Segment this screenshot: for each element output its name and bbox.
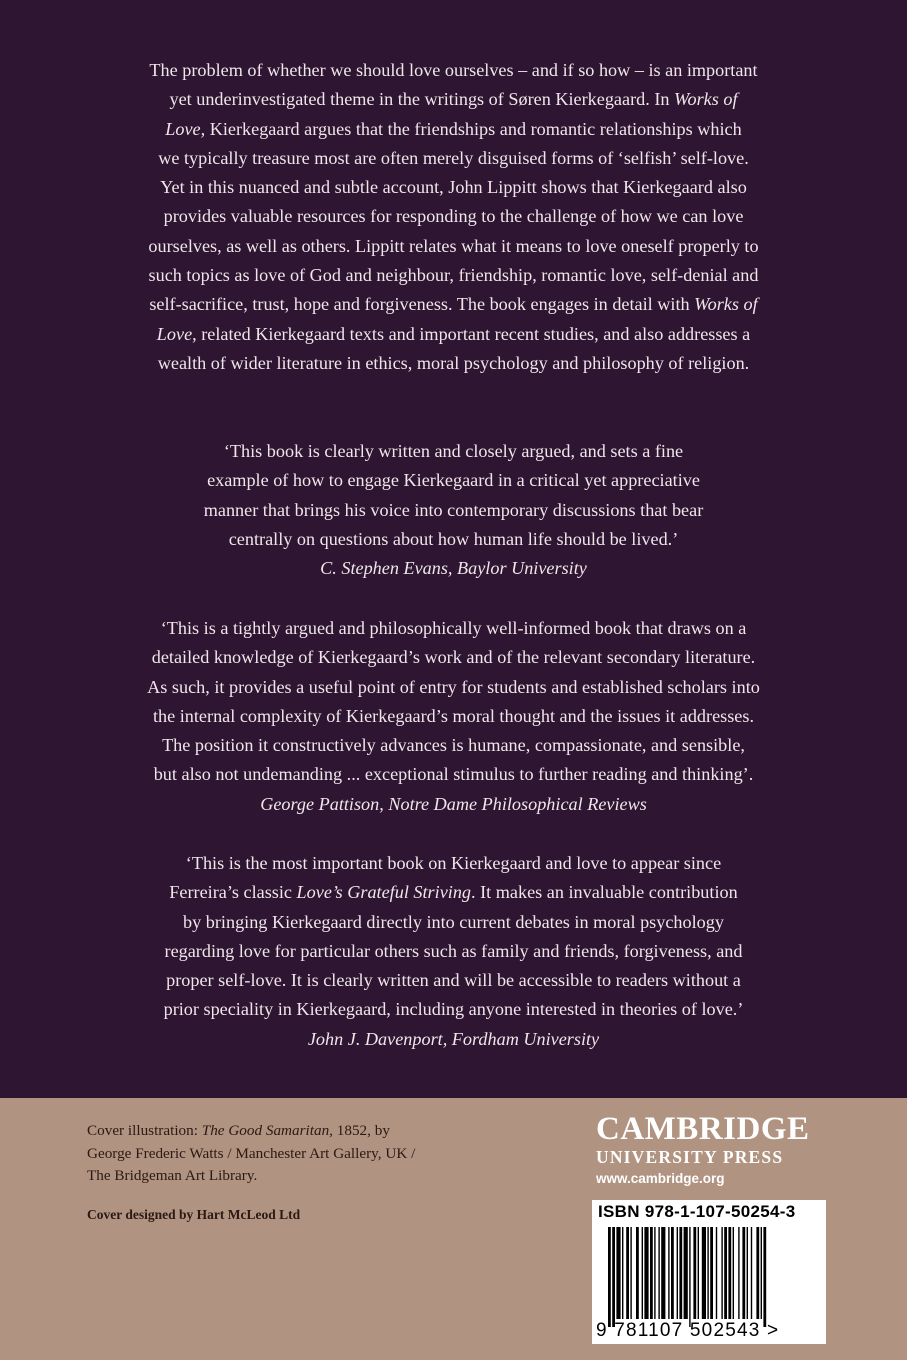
barcode-bar	[642, 1227, 643, 1319]
cover-illustration-credit	[87, 1120, 507, 1188]
barcode-bar	[728, 1227, 731, 1319]
barcode-bar	[684, 1227, 688, 1319]
back-cover-bottom-panel	[0, 1098, 907, 1360]
review-quote-davenport	[100, 849, 807, 1054]
barcode-bar	[724, 1227, 727, 1319]
quote-line: the internal complexity of Kierkegaard’s moral thought and the issues it addresses.	[152, 705, 755, 726]
blurb-line: wealth of wider literature in ethics, moral psychology and philosophy of religion.	[157, 352, 750, 373]
barcode-bar	[747, 1227, 748, 1319]
blurb-line: Love, Kierkegaard argues that the friendships and romantic relationships which	[165, 118, 742, 139]
quote-line: detailed knowledge of Kierkegaard’s work and of the relevant secondary literature.	[151, 647, 756, 668]
credit-line: Cover illustration: The Good Samaritan, 1852, by	[87, 1122, 390, 1139]
barcode-bar	[616, 1227, 620, 1319]
barcode-bar	[742, 1227, 745, 1319]
blurb-line: yet underinvestigated theme in the writings of Søren Kierkegaard. In Works of	[169, 89, 738, 110]
barcode-bar	[636, 1227, 639, 1319]
barcode-bar	[702, 1227, 706, 1319]
blurb-line: Love, related Kierkegaard texts and important recent studies, and also addresses a	[156, 323, 751, 344]
blurb-line: Yet in this nuanced and subtle account, John Lippitt shows that Kierkegaard also	[160, 177, 747, 198]
publisher-name: CAMBRIDGE	[596, 1111, 810, 1147]
quote-line: manner that brings his voice into contemporary discussions that bear	[203, 499, 704, 520]
title-works-of-love: Works of	[674, 89, 738, 110]
publisher-url: www.cambridge.org	[596, 1171, 725, 1186]
barcode-bar	[689, 1227, 690, 1327]
barcode-bar	[654, 1227, 655, 1319]
title-works-of-love: Works of	[694, 294, 758, 315]
blurb-line: provides valuable resources for responding to the challenge of how we can love	[163, 206, 744, 227]
blurb-line: The problem of whether we should love ourselves – and if so how – is an important	[149, 60, 758, 80]
barcode-bar	[668, 1227, 669, 1319]
blurb-line: ourselves, as well as others. Lippitt relates what it means to love oneself properly to	[148, 235, 759, 256]
quote-line: by bringing Kierkegaard directly into current debates in moral psychology	[183, 911, 724, 932]
blurb-line: self-sacrifice, trust, hope and forgiveness. The book engages in detail with Works of	[149, 294, 758, 315]
quote-line: proper self-love. It is clearly written and will be accessible to readers without a	[166, 970, 741, 991]
barcode-bar	[644, 1227, 648, 1319]
barcode-bar	[626, 1227, 629, 1319]
barcode-bar	[608, 1227, 611, 1327]
barcode-bar	[693, 1227, 696, 1319]
quote-line: ‘This is a tightly argued and philosophically well-informed book that draws on a	[160, 618, 747, 638]
barcode-bar	[716, 1227, 717, 1319]
barcode-bar	[679, 1227, 682, 1319]
barcode-bar	[650, 1227, 653, 1319]
quote-attribution: George Pattison, Notre Dame Philosophical Reviews	[260, 793, 647, 814]
credit-line: George Frederic Watts / Manchester Art Gallery, UK /	[87, 1144, 416, 1162]
quote-line: centrally on questions about how human life should be lived.’	[228, 528, 679, 549]
barcode-bar	[733, 1227, 734, 1319]
barcode-bar	[622, 1227, 623, 1319]
quote-attribution: C. Stephen Evans, Baylor University	[320, 558, 587, 579]
barcode-bar	[707, 1227, 708, 1319]
barcode-bar	[761, 1227, 762, 1319]
barcode-bar	[612, 1227, 615, 1327]
quote-line: ‘This is the most important book on Kierkegaard and love to appear since	[185, 853, 722, 873]
publisher-subtitle: UNIVERSITY PRESS	[596, 1147, 784, 1167]
review-quote-pattison	[100, 614, 807, 819]
cover-designer-credit: Cover designed by Hart McLeod Ltd	[87, 1207, 301, 1222]
quote-line: As such, it provides a useful point of entry for students and established scholars into	[147, 676, 760, 697]
review-quote-evans	[150, 437, 757, 583]
title-good-samaritan: The Good Samaritan	[201, 1122, 330, 1139]
barcode-bar	[658, 1227, 659, 1319]
barcode-bar	[756, 1227, 759, 1319]
quote-line: regarding love for particular others such as family and friends, forgiveness, and	[164, 940, 743, 961]
barcode-bar	[661, 1227, 665, 1319]
quote-attribution: John J. Davenport, Fordham University	[307, 1028, 600, 1049]
quote-line: ‘This book is clearly written and closely argued, and sets a fine	[223, 441, 684, 461]
barcode-bar	[738, 1227, 739, 1319]
barcode-bar	[698, 1227, 699, 1319]
barcode-bar	[721, 1227, 722, 1319]
title-loves-grateful-striving: Love’s Grateful Striving	[296, 882, 472, 903]
barcode-bar	[671, 1227, 674, 1319]
barcode-bar	[710, 1227, 713, 1319]
credit-line: The Bridgeman Art Library.	[87, 1167, 258, 1184]
quote-line: The position it constructively advances is humane, compassionate, and sensible,	[162, 735, 745, 756]
title-works-of-love: Love	[156, 323, 193, 344]
quote-line: but also not undemanding ... exceptional stimulus to further reading and thinking’.	[153, 764, 754, 785]
quote-line: prior speciality in Kierkegaard, including anyone interested in theories of love.’	[163, 999, 744, 1020]
isbn-label: ISBN 978-1-107-50254-3	[598, 1202, 796, 1221]
barcode-bar	[763, 1227, 766, 1327]
barcode-bar	[630, 1227, 631, 1319]
quote-line: example of how to engage Kierkegaard in a critical yet appreciative	[207, 470, 700, 491]
barcode-bar	[751, 1227, 752, 1319]
publisher-logo	[596, 1112, 836, 1186]
blurb-line: we typically treasure most are often merely disguised forms of ‘selfish’ self-love.	[158, 147, 749, 168]
barcode-bar	[677, 1227, 678, 1319]
barcode-digits: 9 781107 502543 >	[596, 1320, 780, 1341]
book-blurb	[108, 56, 799, 378]
quote-line: Ferreira’s classic Love’s Grateful Striving. It makes an invaluable contribution	[169, 882, 738, 903]
title-works-of-love: Love,	[165, 118, 206, 139]
blurb-line: such topics as love of God and neighbour, friendship, romantic love, self-denial and	[148, 265, 759, 286]
isbn-barcode	[592, 1200, 826, 1344]
